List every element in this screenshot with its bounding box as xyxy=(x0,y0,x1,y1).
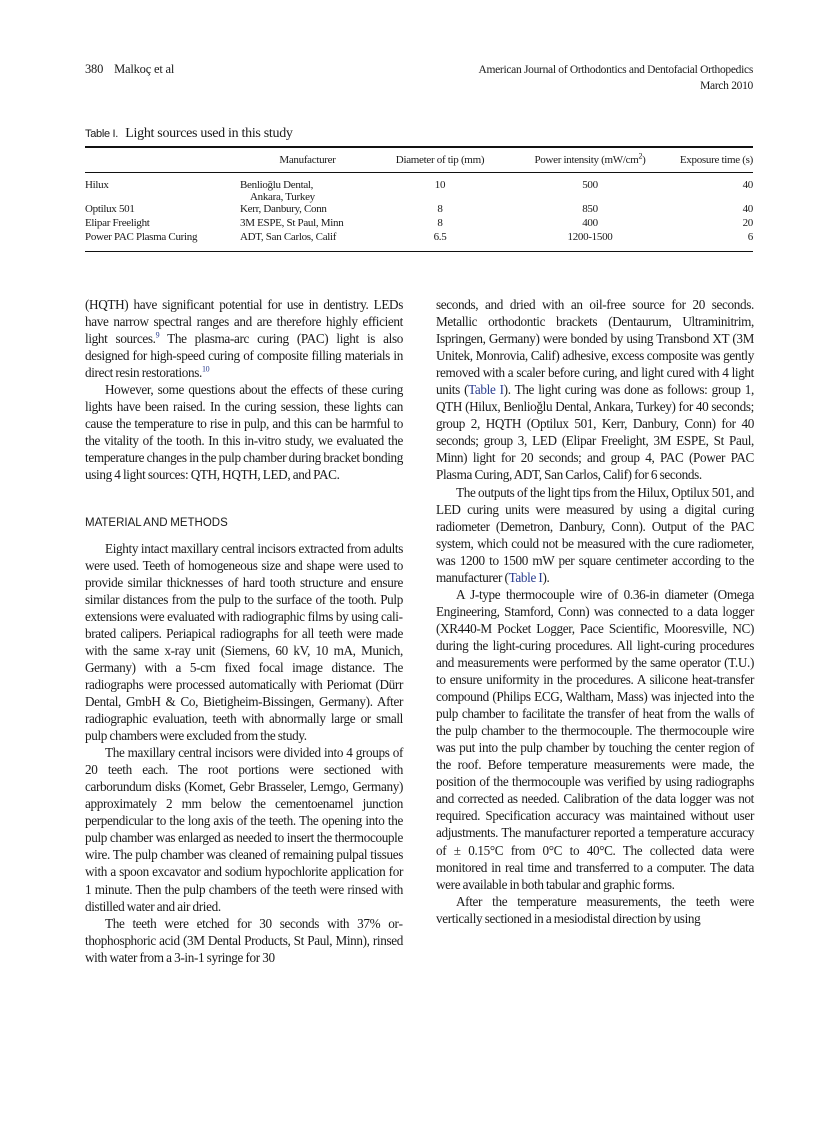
column-header-name xyxy=(85,147,240,173)
column-header-manufacturer: Manufacturer xyxy=(279,154,336,166)
manufacturer-cell xyxy=(240,203,375,217)
right-text-column xyxy=(436,296,754,927)
table-reference-link[interactable]: Table I xyxy=(468,382,504,398)
running-header-left xyxy=(85,62,174,77)
table-title: Light sources used in this study xyxy=(125,126,293,141)
power-superscript: 2 xyxy=(638,151,643,161)
text-segment: The maxillary central incisors were divided into 4 groups of 20 teeth each. The root portions were sectioned with carborundum disks (Komet, Gebr Brasseler, Lemgo, Germany) approximately 2 mm below the cementoenamel junction perpendicular to the long axis of the teeth. The opening into the pulp chamber was enlarged as needed to insert the thermocouple wire. The pulp chamber was cleaned of remaining pulpal tissues with a spoon excavator and sodium hypochlorite application for 1 minute. Then the pulp chambers of the teeth were rinsed with distilled water and air dried. xyxy=(85,745,403,914)
left-text-column xyxy=(85,296,403,966)
paragraph xyxy=(85,296,403,381)
tip-diameter: 6.5 xyxy=(433,231,447,243)
table-reference-link[interactable]: Table I xyxy=(508,569,543,585)
manufacturer: ADT, San Carlos, Calif xyxy=(240,231,337,243)
reference-citation[interactable]: 9 xyxy=(155,330,160,340)
column-header-exposure: Exposure time (s) xyxy=(679,154,753,166)
tip-diameter: 10 xyxy=(434,179,446,191)
tip-diameter: 8 xyxy=(437,203,443,215)
light-source-name: Optilux 501 xyxy=(85,203,135,215)
exposure-time: 20 xyxy=(742,217,753,229)
text-segment: A J-type thermocouple wire of 0.36-in diameter (Omega Engineering, Stamford, Conn) was connected to a data logger (XR440-M Pocket Logger, Pace Scientific, Mooresville, NC) during the light-curing procedures. All light-curing procedures and measurements were performed by the same operator (T.U.) to ensure uniformity in the procedures. A silicone heat-transfer compound (Philips ECG, Waltham, Mass) was injected into the pulp chamber to facilitate the transfer of heat from the walls of the pulp chamber to the thermocouple. The thermocouple wire was put into the pulp chamber by touching the center region of the roof. Before temperature measurements were made, the position of the thermocouple was verified by using radiographs and corrected as needed. Calibration of the data logger was not required. Specification accuracy was maintained without user adjustments. The manufacturer reported a temperature accuracy of ± 0.15°C from 0°C to 40°C. The collected data were monitored in real time and transferred to a computer. The data were available in both tabular and graphic forms. xyxy=(436,586,754,892)
table-row xyxy=(85,217,753,231)
power-label-end: ) xyxy=(642,154,646,166)
paragraph xyxy=(436,484,754,586)
paragraph xyxy=(85,381,403,483)
paragraph xyxy=(436,893,754,927)
manufacturer-cell xyxy=(240,217,375,231)
manufacturer: Benlioğlu Dental, xyxy=(240,179,314,191)
page-number: 380 xyxy=(85,62,104,76)
text-segment: The plasma-arc curing (PAC) light is also designed for high-speed curing of composite filling materials in direct resin restorations. xyxy=(85,331,403,381)
text-segment: Eighty intact maxillary central incisors extracted from adults were used. Teeth of homogeneous size and shape were used to provide similar thicknesses of hard tooth structure and ensure similar distances from the pulp to the surface of the tooth. Pulp extensions were evaluated with radiographic films by using calibrated calipers. Periapical radiographs for all teeth were made with the same x-ray unit (Siemens, 60 kV, 10 mA, Munich, Germany) with a 5-cm fixed focal image distance. The radiographs were processed automatically with Periomat (Dürr Dental, GmbH & Co, Bietigheim-Bissingen, Germany). After radiographic evaluation, teeth with abnormally large or small pulp chambers were excluded from the study. xyxy=(85,540,403,744)
power-label: Power intensity (mW/cm xyxy=(534,154,639,166)
text-segment: ). The light curing was done as follows: group 1, QTH (Hilux, Benlioğlu Dental, Ankara, Turkey) for 40 seconds; group 2, HQTH (Optilux 501, Kerr, Danbury, Conn) for 40 seconds; group 3, LED (Elipar Freelight, 3M ESPE, St Paul, Minn) light for 20 seconds; and group 4, PAC (Power PAC Plasma Curing, ADT, San Carlos, Calif) for 6 seconds. xyxy=(436,382,754,483)
section-heading: MATERIAL AND METHODS xyxy=(85,516,228,529)
text-segment: However, some questions about the effects of these curing lights have been raised. In the curing session, these lights can cause the temperature to rise in pulp, and this can be harmful to the vitality of the tooth. In this in-vitro study, we evaluated the temperature changes in the pulp chamber during bracket bonding using 4 light sources: QTH, HQTH, LED, and PAC. xyxy=(85,382,403,483)
paragraph xyxy=(85,915,403,966)
table-row xyxy=(85,203,753,217)
light-sources-table xyxy=(85,146,753,252)
text-segment: ). xyxy=(542,569,550,585)
light-source-name: Elipar Freelight xyxy=(85,217,150,229)
paragraph xyxy=(85,540,403,745)
table-row xyxy=(85,173,753,204)
light-source-name: Hilux xyxy=(85,179,109,191)
manufacturer: Kerr, Danbury, Conn xyxy=(240,203,327,215)
exposure-time: 40 xyxy=(742,179,753,191)
table-label: Table I. xyxy=(85,128,119,140)
exposure-time: 6 xyxy=(747,231,753,243)
exposure-time: 40 xyxy=(742,203,753,215)
running-header-right xyxy=(478,62,753,94)
column-header-power xyxy=(505,147,675,173)
text-segment: The teeth were etched for 30 seconds with 37% orthophosphoric acid (3M Dental Products, St Paul, Minn), rinsed with water from a 3-in-1 syringe for 30 xyxy=(85,915,403,965)
paragraph xyxy=(85,744,403,914)
paragraph xyxy=(436,296,754,484)
power-intensity: 850 xyxy=(582,203,598,215)
reference-citation[interactable]: 10 xyxy=(201,364,210,374)
table-caption xyxy=(85,126,293,142)
text-segment: The outputs of the light tips from the Hilux, Optilux 501, and LED curing units were measured by using a digital curing radiometer (Demetron, Danbury, Conn). Output of the PAC system, which could not be measured with the cure radiometer, was 1200 to 1500 mW per square centimeter according to the manufacturer ( xyxy=(436,484,754,585)
power-intensity: 1200-1500 xyxy=(567,231,613,243)
power-intensity: 400 xyxy=(582,217,598,229)
text-segment: seconds, and dried with an oil-free source for 20 seconds. Metallic orthodontic brackets (Dentaurum, Ultraminitrim, Ispringen, Germany) were bonded by using Transbond XT (3M Unitek, Monrovia, Calif) adhesive, excess composite was gently removed with a scaler before curing, and light cured with 4 light units ( xyxy=(436,297,754,398)
issue-date: March 2010 xyxy=(700,80,753,92)
paragraph xyxy=(436,586,754,893)
tip-diameter: 8 xyxy=(437,217,443,229)
column-header-diameter: Diameter of tip (mm) xyxy=(395,154,485,166)
text-segment: After the temperature measurements, the teeth were vertically sectioned in a mesiodistal direction by using xyxy=(436,893,754,926)
power-intensity: 500 xyxy=(582,179,598,191)
manufacturer: 3M ESPE, St Paul, Minn xyxy=(240,217,344,229)
text-segment: (HQTH) have significant potential for use in dentistry. LEDs have narrow spectral ranges and are therefore highly efficient light sources. xyxy=(85,297,403,347)
manufacturer-cell xyxy=(240,173,375,204)
light-source-name: Power PAC Plasma Curing xyxy=(85,231,198,243)
table-row xyxy=(85,231,753,252)
manufacturer-location: Ankara, Turkey xyxy=(250,191,315,203)
manufacturer-cell xyxy=(240,231,375,252)
authors: Malkoç et al xyxy=(114,62,175,76)
journal-title: American Journal of Orthodontics and Dentofacial Orthopedics xyxy=(478,64,753,76)
table-header-row xyxy=(85,147,753,173)
